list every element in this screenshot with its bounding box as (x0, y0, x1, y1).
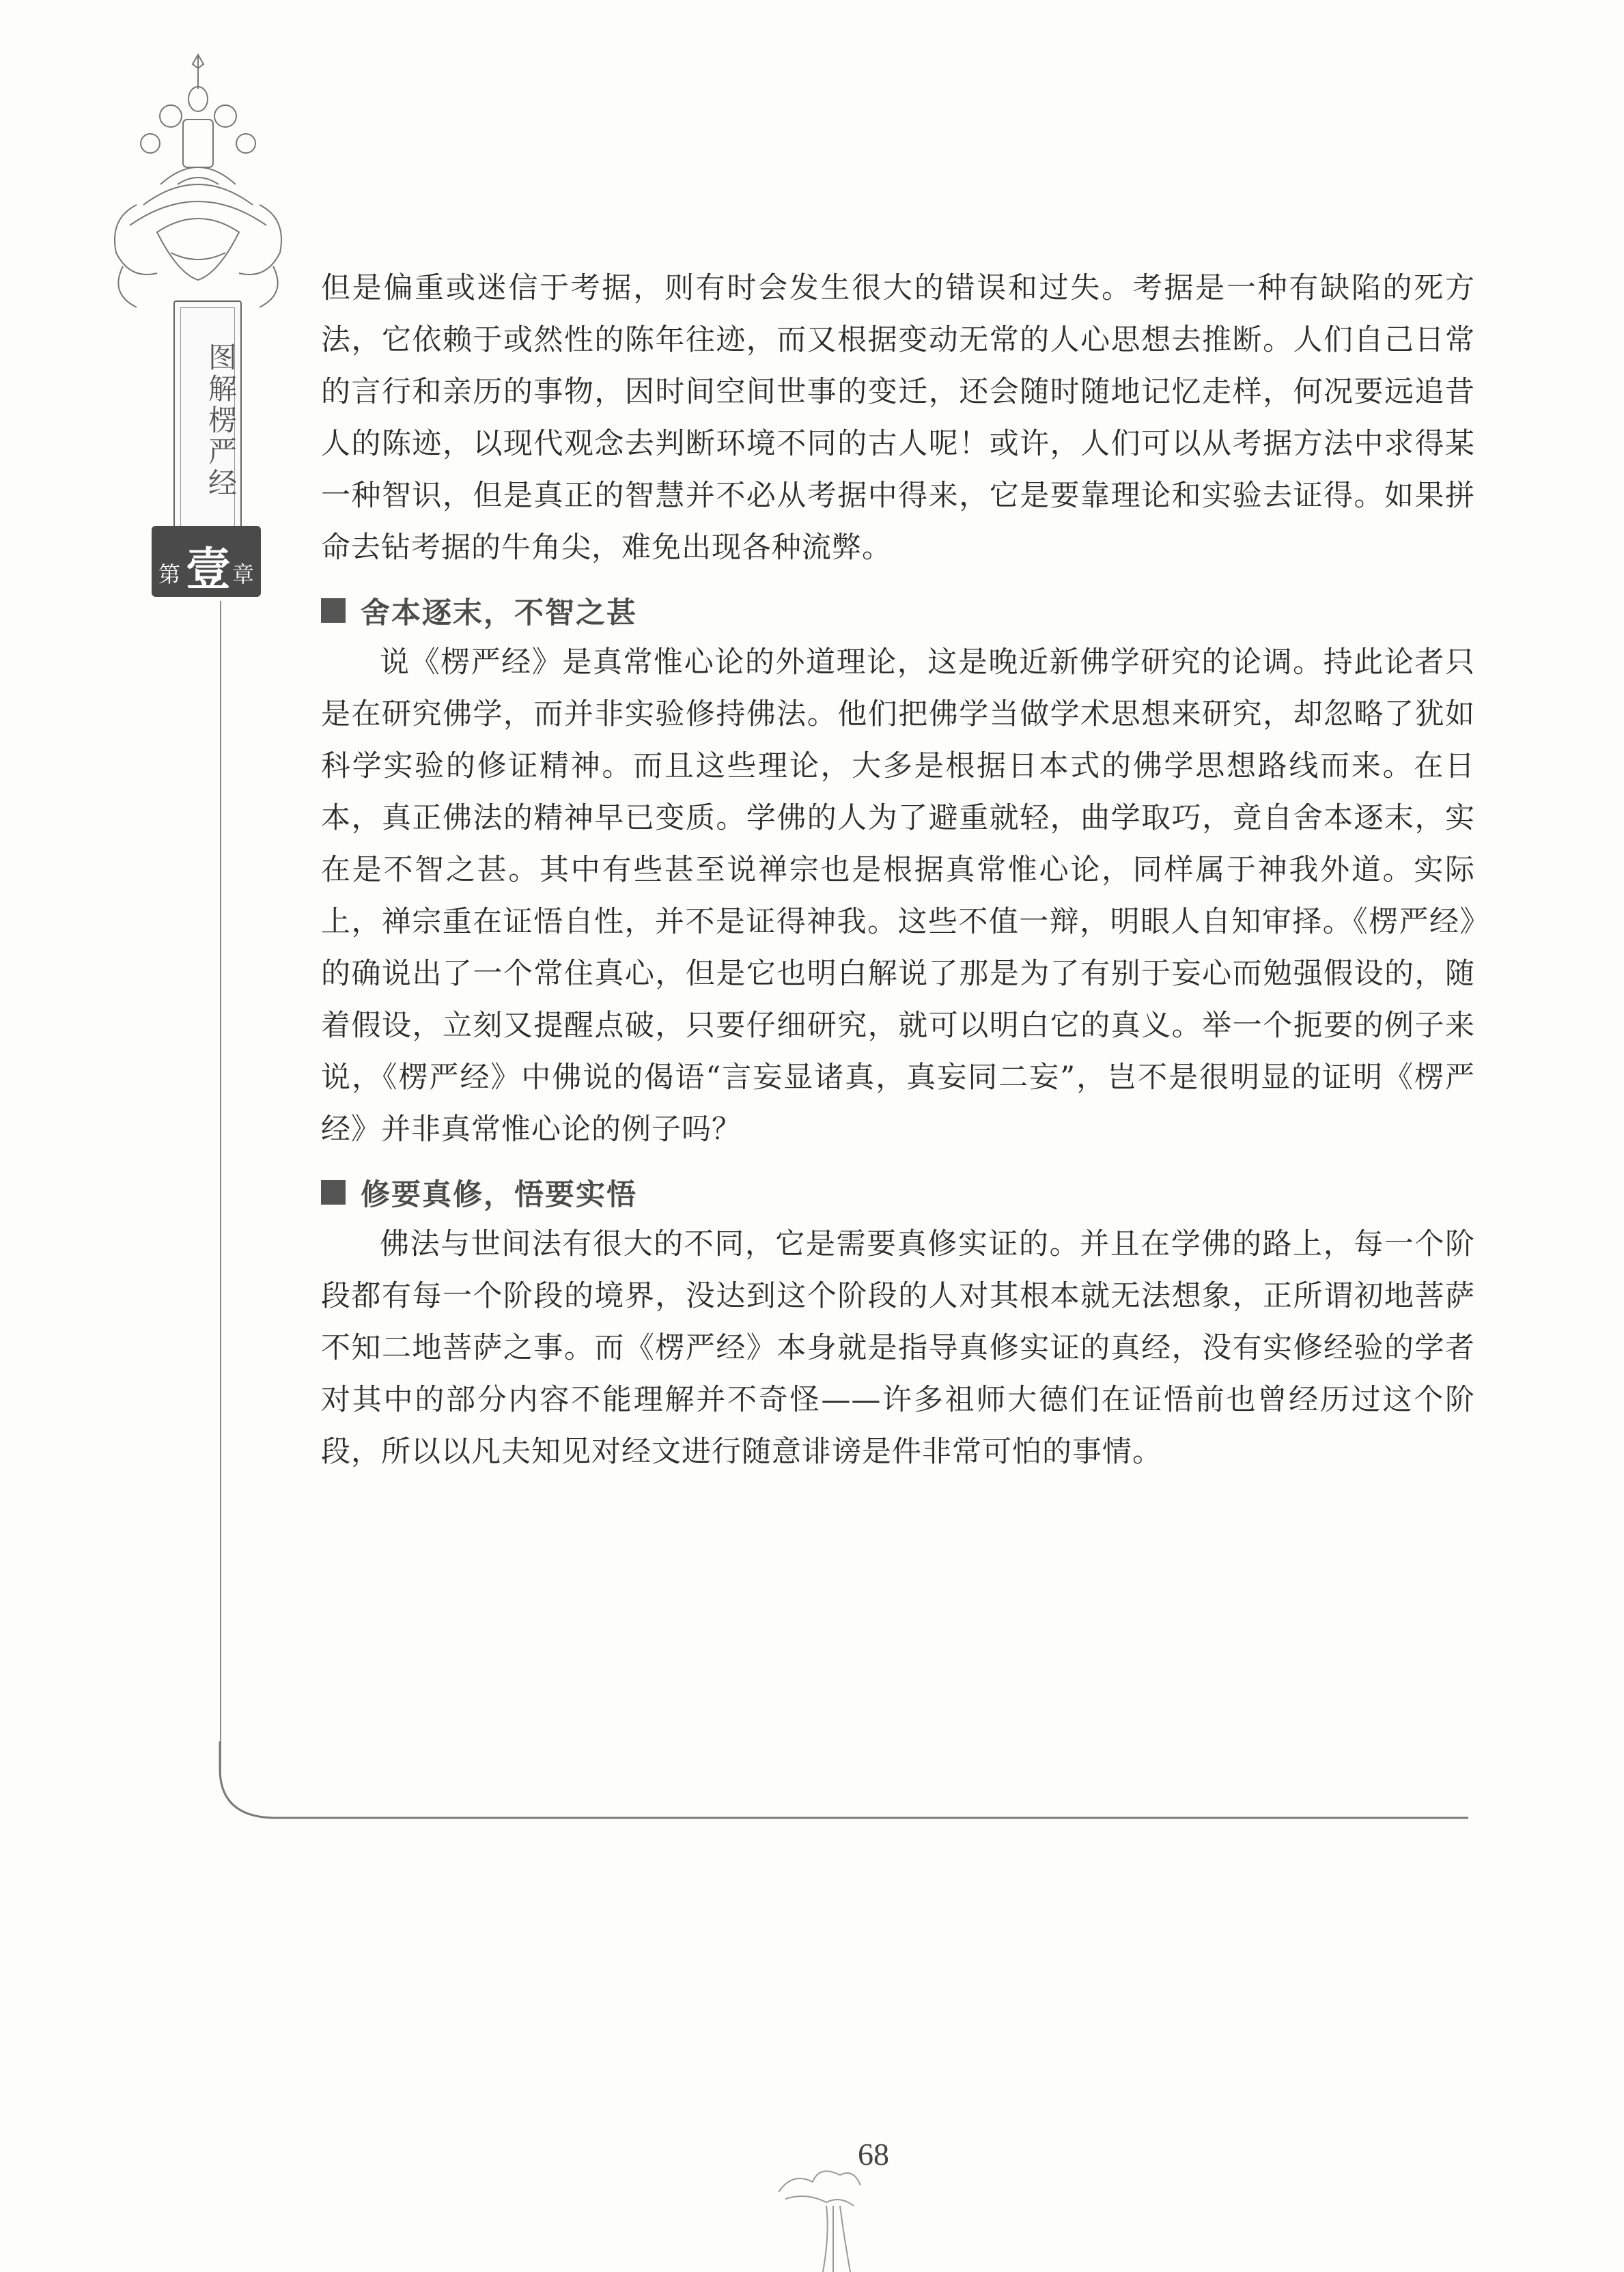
heading-square-icon (321, 1180, 346, 1205)
cloud-ornament-icon (765, 2151, 901, 2272)
chapter-tab (152, 526, 261, 597)
paragraph-3: 佛法与世间法有很大的不同，它是需要真修实证的。并且在学佛的路上，每一个阶段都有每一个阶段的境界，没达到这个阶段的人对其根本就无法想象，正所谓初地菩萨不知二地菩萨之事。而《楞严经》本身就是指导真修实证的真经，没有实修经验的学者对其中的部分内容不能理解并不奇怪——许多祖师大德们在证悟前也曾经历过这个阶段，所以以凡夫知见对经文进行随意诽谤是件非常可怕的事情。 (321, 1227, 1475, 1469)
paragraph-2: 说《楞严经》是真常惟心论的外道理论，这是晚近新佛学研究的论调。持此论者只是在研究佛学，而并非实验修持佛法。他们把佛学当做学术思想来研究，却忽略了犹如科学实验的修证精神。而且这些理论，大多是根据日本式的佛学思想路线而来。在日本，真正佛法的精神早已变质。学佛的人为了避重就轻，曲学取巧，竟自舍本逐末，实在是不智之甚。其中有些甚至说禅宗也是根据真常惟心论，同样属于神我外道。实际上，禅宗重在证悟自性，并不是证得神我。这些不值一辩，明眼人自知审择。《楞严经》的确说出了一个常住真心，但是它也明白解说了那是为了有别于妄心而勉强假设的，随着假设，立刻又提醒点破，只要仔细研究，就可以明白它的真义。举一个扼要的例子来说，《楞严经》中佛说的偈语“言妄显诸真，真妄同二妄”，岂不是很明显的证明《楞严经》并非真常惟心论的例子吗？ (321, 645, 1475, 1147)
heading-square-icon (321, 598, 346, 623)
page-frame-curve (198, 1741, 1468, 1844)
lotus-ornament-icon (96, 48, 300, 321)
heading-text: 修要真修，悟要实悟 (361, 1177, 637, 1212)
section-heading-1 (321, 585, 1475, 636)
chapter-suffix: 章 (232, 561, 255, 587)
sidebar-rule (220, 601, 221, 1776)
chapter-prefix: 第 (158, 561, 181, 587)
chapter-number: 壹 (186, 543, 231, 595)
main-text (321, 262, 1475, 1478)
paragraph-1: 但是偏重或迷信于考据，则有时会发生很大的错误和过失。考据是一种有缺陷的死方法，它依赖于或然性的陈年往迹，而又根据变动无常的人心思想去推断。人们自己日常的言行和亲历的事物，因时间空间世事的变迁，还会随时随地记忆走样，何况要远追昔人的陈迹，以现代观念去判断环境不同的古人呢！或许，人们可以从考据方法中求得某一种智识，但是真正的智慧并不必从考据中得来，它是要靠理论和实验去证得。如果拼命去钻考据的牛角尖，难免出现各种流弊。 (321, 271, 1475, 565)
heading-text: 舍本逐末，不智之甚 (361, 595, 637, 630)
book-title-box (173, 300, 242, 535)
book-title: 图解楞严经 (204, 342, 238, 499)
page-number: 68 (858, 2137, 889, 2172)
section-heading-2 (321, 1166, 1475, 1218)
